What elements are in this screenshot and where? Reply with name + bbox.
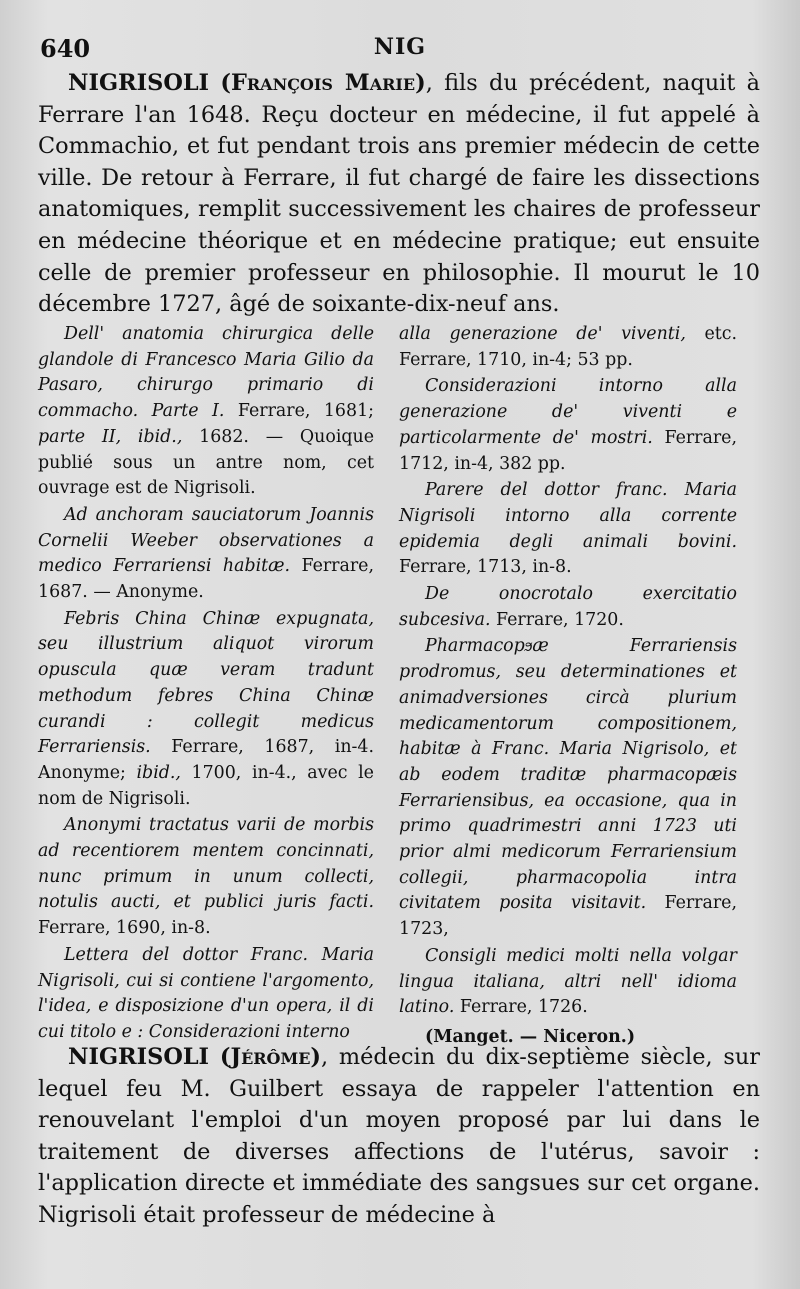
bibliography-title: De onocrotalo exercitatio subcesiva. [399,584,737,630]
bibliography-details: Ferrare, 1681; [224,401,374,422]
bibliography-details: Ferrare, 1723, [399,893,737,940]
bibliography-title: ibid., [136,762,181,783]
bibliography-details: Ferrare, 1720. [490,609,624,630]
entry-paragraph [38,68,760,321]
bibliography-details: Ferrare, 1726. [454,997,588,1018]
bibliography-details: Ferrare, 1687, in-4. Anonyme; [38,737,374,783]
bibliography-details: Ferrare, 1712, in-4, 382 pp. [399,427,737,474]
bibliography-details: 1700, in-4., avec le nom de Nigrisoli. [38,762,374,809]
entry-francois-marie [38,68,760,321]
bibliography-details: 1682. — Quoique publié sous un antre nom, cet ouvrage est de Nigrisoli. [38,426,374,499]
bibliography-title: Parere del dottor franc. Maria Nigrisoli intorno alla corrente epidemia degli animali bovini. [399,480,737,552]
page-header [40,34,760,64]
bibliography-columns [38,322,762,1047]
bibliography-details: Ferrare, 1690, in-8. [38,918,211,939]
bibliography-item [38,813,374,942]
bibliography-title: Anonymi tractatus varii de morbis ad recentiorem mentem concinnati, nunc primum in unum collecti, notulis aucti, et publici juris facti. [38,815,374,913]
entry-headword: NIGRISOLI [68,70,210,96]
bibliography-title: Ad anchoram sauciatorum Joannis Cornelii Weeber observationes a medico Ferrariensi habitæ. [38,504,374,577]
bibliography-details: etc. Ferrare, 1710, in-4; 53 pp. [399,324,738,370]
bibliography-item [38,607,374,813]
bibliography-item [399,374,737,477]
bibliography-item [399,634,737,942]
entry-given-name: (Jérôme) [219,1044,321,1070]
bibliography-item [399,944,737,1021]
bibliography-details: Ferrare, 1713, in-8. [399,557,572,578]
bibliography-title: Pharmacopϧæ Ferrariensis prodromus, seu determinationes et animadversiones circà plurium medicamentorum compositionem, habitæ à Franc. Maria Nigrisolo, et ab eodem traditæ pharmacopæis Ferrariensibus, ea occasione, qua in primo quadrimestri anni 1723 uti prior almi medicorum Ferrariensium collegii, pharmacopolia intra civitatem posita visitavit. [399,636,737,914]
entry-paragraph [38,1042,760,1232]
bibliography-title: parte II, ibid., [38,426,183,447]
bibliography-item [38,943,374,1046]
bibliography-title: Lettera del dottor Franc. Maria Nigrisoli, cui si contiene l'argomento, l'idea, e disposizione d'un opera, il di cui titolo e : Considerazioni interno [38,944,374,1042]
entry-text: , fils du précédent, naquit à Ferrare l'an 1648. Reçu docteur en médecine, il fut appelé à Commachio, et fut pendant trois ans premier médecin de cette ville. De retour à Ferrare, il fut chargé de faire les dissections anatomiques, remplit successivement les chaires de professeur en médecine théorique et en médecine pratique; eut ensuite celle de premier professeur en philosophie. Il mourut le 10 décembre 1727, âgé de soixante-dix-neuf ans. [38,70,760,318]
entry-headword: NIGRISOLI [68,1044,210,1070]
bibliography-right-column [399,322,737,1052]
entry-given-name: (François Marie) [220,70,426,96]
bibliography-item [399,582,737,633]
bibliography-details: Ferrare, 1687. — Anonyme. [38,556,374,603]
bibliography-item [399,322,737,373]
bibliography-item [38,322,374,502]
running-head: NIG [373,34,427,60]
bibliography-title: Consigli medici molti nella volgar lingua italiana, altri nell' idioma latino. [399,945,737,1018]
bibliography-title: Dell' anatomia chirurgica delle glandole di Francesco Maria Gilio da Pasaro, chirurgo primario di commacho. Parte I. [38,324,374,422]
entry-jerome [38,1042,760,1232]
bibliography-title: Febris China Chinæ expugnata, seu illustrium aliquot virorum opuscula quæ veram tradunt methodum febres China Chinæ curandi : collegit medicus Ferrariensis. [38,608,374,758]
entry-text: , médecin du dix-septième siècle, sur lequel feu M. Guilbert essaya de rappeler l'attention en renouvelant l'emploi d'un moyen proposé par lui dans le traitement de diverses affections de l'utérus, savoir : l'application directe et immédiate des sangsues sur cet organe. Nigrisoli était professeur de médecine à [38,1044,760,1228]
bibliography-title: Considerazioni intorno alla generazione de' viventi e particolarmente de' mostri. [399,376,737,448]
bibliography-title: alla generazione de' viventi, [399,324,686,344]
bibliography-left-column [38,322,374,1047]
bibliography-item [38,503,374,606]
page-number: 640 [40,34,91,63]
sources-note: (Manget. — Niceron.) [425,1026,636,1047]
bibliography-item [399,478,737,581]
